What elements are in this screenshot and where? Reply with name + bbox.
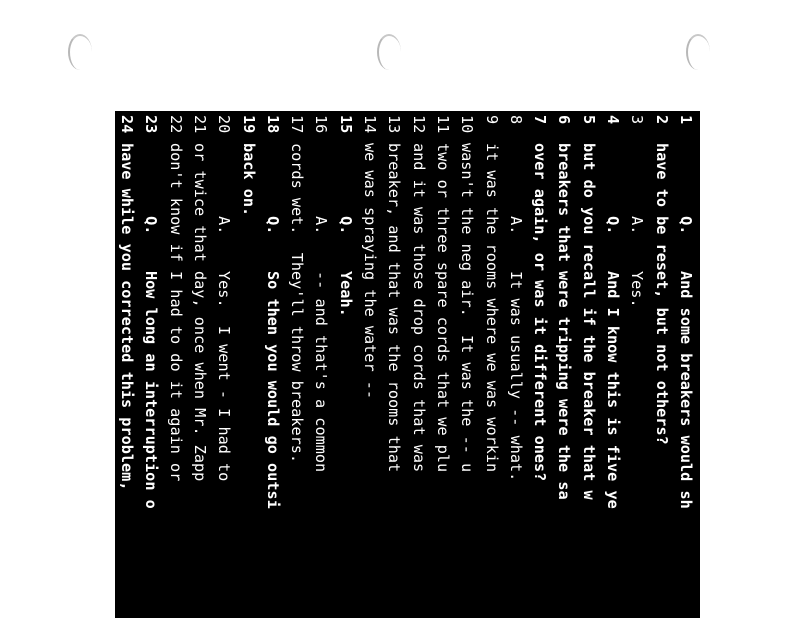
line-text: breakers that were tripping were the sa bbox=[555, 143, 574, 500]
line-number: 4 bbox=[604, 115, 623, 125]
line-number: 3 bbox=[628, 115, 647, 125]
transcript-line bbox=[237, 111, 261, 216]
transcript-line bbox=[407, 111, 431, 472]
line-number: 5 bbox=[579, 115, 598, 125]
transcript-line bbox=[188, 111, 212, 481]
line-number: 24 bbox=[118, 115, 137, 134]
line-text: A. Yes. bbox=[628, 143, 647, 308]
transcript-line bbox=[358, 111, 382, 399]
line-text: Q. Yeah. bbox=[336, 143, 355, 317]
line-number: 20 bbox=[215, 115, 234, 134]
line-number: 2 bbox=[652, 115, 671, 125]
line-text: A. It was usually -- what. bbox=[506, 143, 525, 482]
transcript-line bbox=[625, 111, 649, 308]
line-text: back on. bbox=[239, 143, 258, 217]
line-text: over again, or was it different ones? bbox=[531, 143, 550, 482]
transcript-line bbox=[528, 111, 552, 481]
line-number: 22 bbox=[166, 115, 185, 134]
line-text: Q. How long an interruption o bbox=[142, 143, 161, 509]
line-number: 1 bbox=[677, 115, 695, 125]
transcript-line bbox=[310, 111, 334, 472]
line-number: 19 bbox=[239, 115, 258, 134]
line-text: have while you corrected this problem, bbox=[118, 143, 137, 491]
binder-hole-left bbox=[68, 34, 92, 70]
line-number: 17 bbox=[288, 115, 307, 134]
transcript-line bbox=[164, 111, 188, 481]
line-text: A. -- and that's a common bbox=[312, 143, 331, 473]
line-text: wasn't the neg air. It was the -- u bbox=[458, 143, 477, 473]
line-text: Q. And I know this is five ye bbox=[604, 143, 623, 509]
transcript-line bbox=[577, 111, 601, 500]
transcript-line bbox=[139, 111, 163, 509]
line-number: 9 bbox=[482, 115, 501, 125]
transcript-line bbox=[601, 111, 625, 509]
line-text: and it was those drop cords that was bbox=[409, 143, 428, 473]
line-number: 18 bbox=[263, 115, 282, 134]
line-number: 10 bbox=[458, 115, 477, 134]
line-text: it was the rooms where we was workin bbox=[482, 143, 501, 473]
line-text: don't know if I had to do it again or bbox=[166, 143, 185, 482]
transcript-line bbox=[212, 111, 236, 481]
line-text: or twice that day, once when Mr. Zapp bbox=[191, 143, 209, 482]
line-text: A. Yes. I went - I had to bbox=[215, 143, 234, 482]
line-text: two or three spare cords that we plu bbox=[434, 143, 452, 473]
line-number: 12 bbox=[409, 115, 428, 134]
line-number: 7 bbox=[531, 115, 550, 125]
line-number: 6 bbox=[555, 115, 574, 125]
transcript-line bbox=[285, 111, 309, 463]
transcript-line bbox=[261, 111, 285, 509]
line-number: 23 bbox=[142, 115, 161, 134]
transcript-text-block bbox=[115, 111, 700, 618]
transcript-line bbox=[115, 111, 139, 490]
line-text: we was spraying the water -- bbox=[361, 143, 380, 400]
line-number: 13 bbox=[385, 115, 404, 134]
line-text: cords wet. They'll throw breakers. bbox=[288, 143, 307, 464]
line-text: Q. And some breakers would sh bbox=[677, 143, 695, 509]
transcript-line bbox=[650, 111, 674, 445]
transcript-line bbox=[334, 111, 358, 317]
transcript-line bbox=[553, 111, 577, 500]
transcript-line bbox=[382, 111, 406, 472]
transcript-page bbox=[115, 111, 700, 618]
line-number: 11 bbox=[434, 115, 452, 134]
binder-hole-center bbox=[377, 34, 401, 70]
line-number: 21 bbox=[191, 115, 209, 134]
line-text: breaker, and that was the rooms that bbox=[385, 143, 404, 473]
line-number: 14 bbox=[361, 115, 380, 134]
line-text: but do you recall if the breaker that w bbox=[579, 143, 598, 500]
transcript-line bbox=[504, 111, 528, 481]
transcript-line bbox=[431, 111, 455, 472]
line-number: 16 bbox=[312, 115, 331, 134]
transcript-line bbox=[674, 111, 698, 509]
line-number: 15 bbox=[336, 115, 355, 134]
transcript-line bbox=[455, 111, 479, 472]
transcript-line bbox=[480, 111, 504, 472]
line-text: have to be reset, but not others? bbox=[652, 143, 671, 445]
line-number: 8 bbox=[506, 115, 525, 125]
line-text: Q. So then you would go outsi bbox=[263, 143, 282, 509]
binder-hole-right bbox=[686, 34, 710, 70]
